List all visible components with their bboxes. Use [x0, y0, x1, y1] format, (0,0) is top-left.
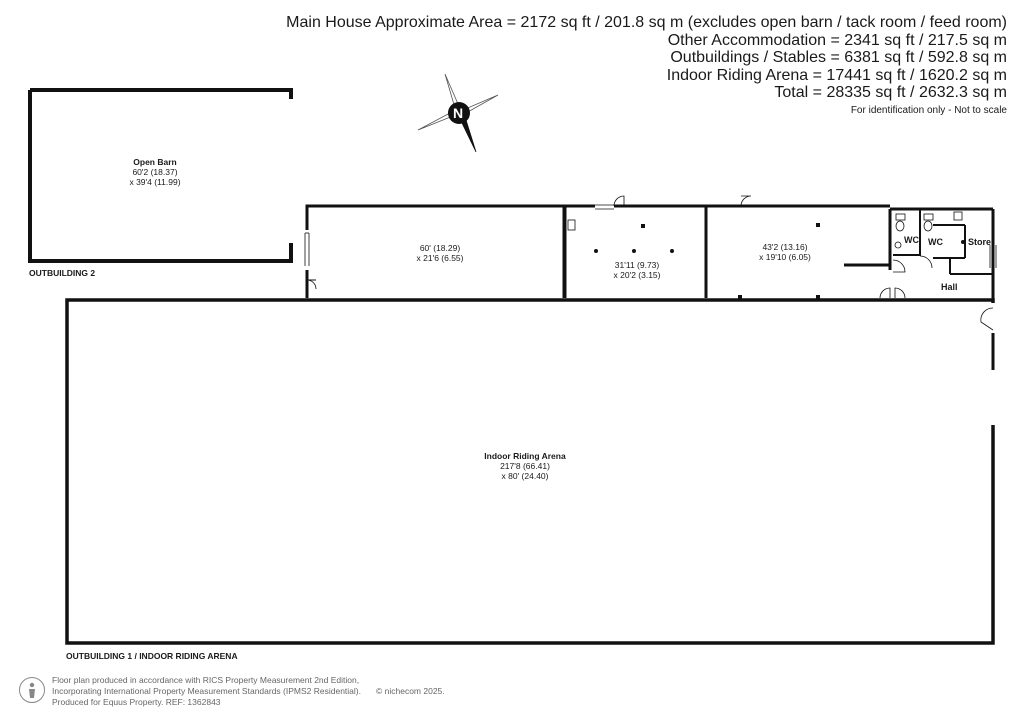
- arena-dim1: 217'8 (66.41): [500, 461, 550, 471]
- outbuilding2-label: OUTBUILDING 2: [29, 268, 96, 278]
- room-a-label: [380, 243, 500, 263]
- footer-line-2: Incorporating International Property Measurement Standards (IPMS2 Residential).: [52, 686, 361, 696]
- room-a-dim2: x 21'6 (6.55): [416, 253, 464, 263]
- hall-label: Hall: [941, 282, 958, 292]
- open-barn-dim1: 60'2 (18.37): [132, 167, 178, 177]
- other-accommodation-area: Other Accommodation = 2341 sq ft / 217.5 sq m: [667, 31, 1007, 49]
- room-a-dim1: 60' (18.29): [419, 243, 461, 253]
- copyright-text: © nichecom 2025.: [376, 686, 445, 696]
- open-barn-label: [100, 157, 210, 187]
- outbuildings-area: Outbuildings / Stables = 6381 sq ft / 592.8 sq m: [670, 49, 1007, 67]
- arena-name: Indoor Riding Arena: [484, 451, 566, 461]
- footer-line-3: Produced for Equus Property. REF: 1362843: [52, 697, 221, 707]
- main-house-area: Main House Approximate Area = 2172 sq ft / 201.8 sq m (excludes open barn / tack room / feed room): [286, 14, 1007, 31]
- room-c-dim1: 43'2 (13.16): [762, 242, 808, 252]
- arena-dim2: x 80' (24.40): [501, 471, 549, 481]
- open-barn-dim2: x 39'4 (11.99): [129, 177, 181, 187]
- disclaimer-note: For identification only - Not to scale: [850, 104, 1007, 116]
- nichecom-logo-icon: [18, 676, 46, 704]
- room-c-dim2: x 19'10 (6.05): [759, 252, 811, 262]
- footer-line-1: Floor plan produced in accordance with RICS Property Measurement 2nd Edition,: [52, 675, 360, 685]
- indoor-arena-area: Indoor Riding Arena = 17441 sq ft / 1620.2 sq m: [666, 66, 1007, 84]
- room-b-dim2: x 20'2 (3.15): [613, 270, 661, 280]
- outbuilding1-label: OUTBUILDING 1 / INDOOR RIDING ARENA: [66, 651, 238, 661]
- wc-label-2: WC: [928, 237, 943, 247]
- arena-label: [455, 451, 595, 481]
- room-b-label: [577, 260, 697, 280]
- footer-notes: [52, 675, 361, 708]
- wc-label-1: WC: [904, 235, 919, 245]
- room-c-label: [725, 242, 845, 262]
- store-label: Store: [968, 237, 992, 247]
- open-barn-name: Open Barn: [133, 157, 177, 167]
- compass-north-letter: N: [453, 105, 464, 121]
- total-area: Total = 28335 sq ft / 2632.3 sq m: [774, 84, 1007, 102]
- room-b-dim1: 31'11 (9.73): [614, 260, 660, 270]
